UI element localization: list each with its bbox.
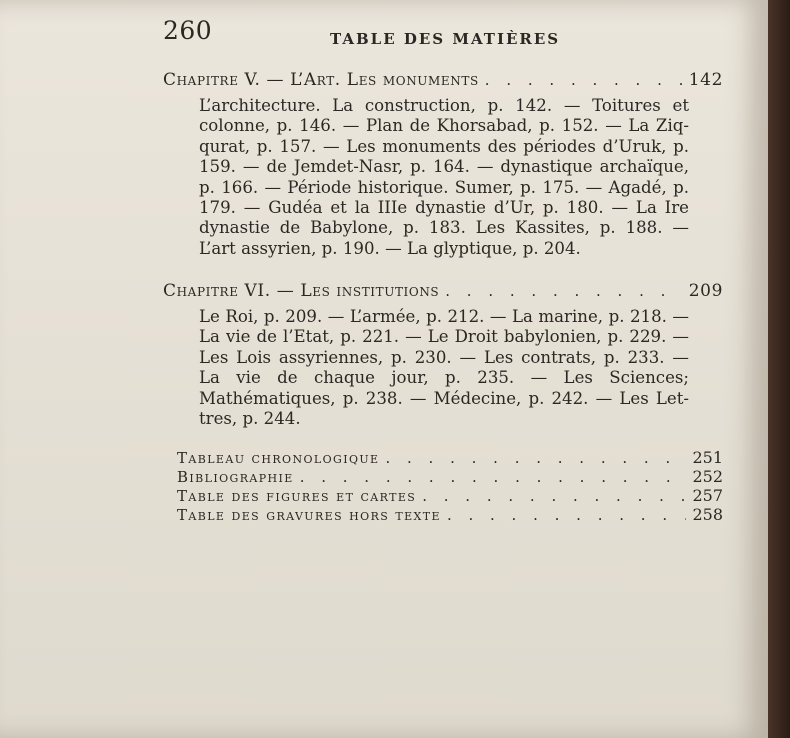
book-spine — [768, 0, 790, 738]
toc-entry-page: 252 — [692, 467, 723, 486]
chapter-5 — [163, 70, 723, 259]
dot-leader — [385, 449, 686, 467]
toc-entry — [177, 486, 723, 505]
dot-leader — [300, 468, 687, 486]
toc-entry-title: Table des gravures hors texte — [177, 506, 441, 524]
chapter-6-heading — [163, 281, 723, 301]
dot-leader — [447, 506, 687, 524]
chapter-5-page: 142 — [688, 70, 723, 90]
chapter-6-title: Chapitre VI. — Les institutions — [163, 281, 440, 301]
dot-leader — [422, 487, 686, 505]
chapter-5-title: Chapitre V. — L’Art. Les monuments — [163, 70, 479, 90]
running-head: TABLE DES MATIÈRES — [330, 30, 561, 48]
chapter-5-heading — [163, 70, 723, 90]
toc-entry — [177, 448, 723, 467]
dot-leader — [445, 282, 682, 300]
toc-entry-page: 257 — [692, 486, 723, 505]
toc-entry-page: 258 — [692, 505, 723, 524]
chapter-5-contents: L’architecture. La construction, p. 142. — Toitures et colonne, p. 146. — Plan de Khorsabad, p. 152. — La Ziqqurat, p. 157. — Les monuments des périodes d’Uruk, p. 159. — de Jemdet-Nasr, p. 164. — dynastique archaïque, p. 166. — Période historique. Sumer, p. 175. — Agadé, p. 179. — Gudéa et la IIIe dynastie d’Ur, p. 180. — La Ire dynastie de Babylone, p. 183. Les Kassites, p. 188. — L’art assyrien, p. 190. — La glyptique, p. 204. — [199, 96, 689, 258]
back-matter-list — [177, 448, 723, 524]
dot-leader — [485, 71, 683, 89]
toc-entry-page: 251 — [692, 448, 723, 467]
page-number: 260 — [163, 16, 213, 45]
toc-entry — [177, 467, 723, 486]
toc-entry-title: Table des figures et cartes — [177, 487, 417, 505]
chapter-6-page: 209 — [688, 281, 723, 301]
toc-entry-title: Bibliographie — [177, 468, 294, 486]
chapter-6-contents: Le Roi, p. 209. — L’armée, p. 212. — La marine, p. 218. — La vie de l’Etat, p. 221. — Le Droit babylonien, p. 229. — Les Lois assyriennes, p. 230. — Les contrats, p. 233. — La vie de chaque jour, p. 235. — Les Sciences; Mathématiques, p. 238. — Médecine, p. 242. — Les Lettres, p. 244. — [199, 307, 689, 429]
chapter-6 — [163, 281, 723, 429]
toc-entry-title: Tableau chronologique — [177, 449, 380, 467]
toc-entry — [177, 505, 723, 524]
